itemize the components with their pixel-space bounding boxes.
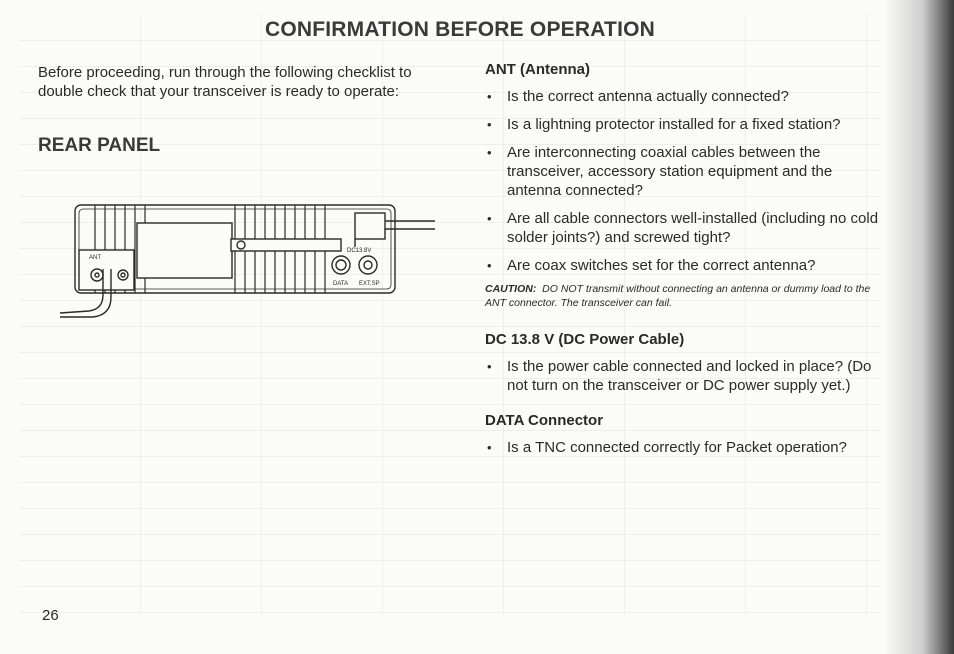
list-item: • Are coax switches set for the correct antenna?	[487, 257, 816, 274]
section-heading: DC 13.8 V (DC Power Cable)	[485, 331, 685, 348]
checklist-column	[485, 60, 885, 466]
page-number: 26	[42, 607, 59, 624]
list-item: • Are interconnecting coaxial cables between the transceiver, accessory station equipment and the antenna connected?	[487, 144, 833, 199]
binding-shadow	[884, 0, 954, 654]
list-item: • Is a lightning protector installed for a fixed station?	[487, 116, 841, 133]
section-dc	[485, 330, 885, 395]
extsp-label: EXT.SP	[359, 281, 380, 287]
bullet-icon: •	[487, 211, 492, 226]
list-item: • Are all cable connectors well-installed (including no cold solder joints?) and screwed tight?	[487, 210, 879, 246]
list-item: • Is the correct antenna actually connected?	[487, 88, 789, 105]
bullet-icon: •	[487, 89, 492, 104]
section-data	[485, 411, 885, 457]
section-heading: ANT (Antenna)	[485, 61, 590, 78]
rear-panel-heading: REAR PANEL	[38, 135, 161, 156]
list-item: • Is a TNC connected correctly for Packet operation?	[487, 439, 847, 456]
bullet-icon: •	[487, 258, 492, 273]
section-heading: DATA Connector	[485, 412, 604, 429]
data-label: DATA	[333, 281, 349, 287]
ant-label: ANT	[89, 255, 101, 261]
section-ant	[485, 60, 885, 310]
bullet-icon: •	[487, 117, 492, 132]
caution-label: CAUTION:	[485, 283, 537, 295]
caution-text: DO NOT transmit without connecting an antenna or dummy load to the ANT connector. The transceiver can fail.	[485, 283, 871, 309]
list-item: • Is the power cable connected and locked in place? (Do not turn on the transceiver or DC power supply yet.)	[487, 358, 872, 394]
page-title: CONFIRMATION BEFORE OPERATION	[264, 18, 655, 41]
bullet-icon: •	[487, 440, 492, 455]
bullet-icon: •	[487, 359, 492, 374]
bullet-icon: •	[487, 145, 492, 160]
caution-note	[485, 282, 885, 310]
dc-label: DC13.8V	[347, 248, 372, 254]
intro-paragraph: Before proceeding, run through the following checklist to double check that your transceiver is ready to operate:	[38, 64, 412, 100]
rear-panel-diagram	[55, 195, 435, 325]
